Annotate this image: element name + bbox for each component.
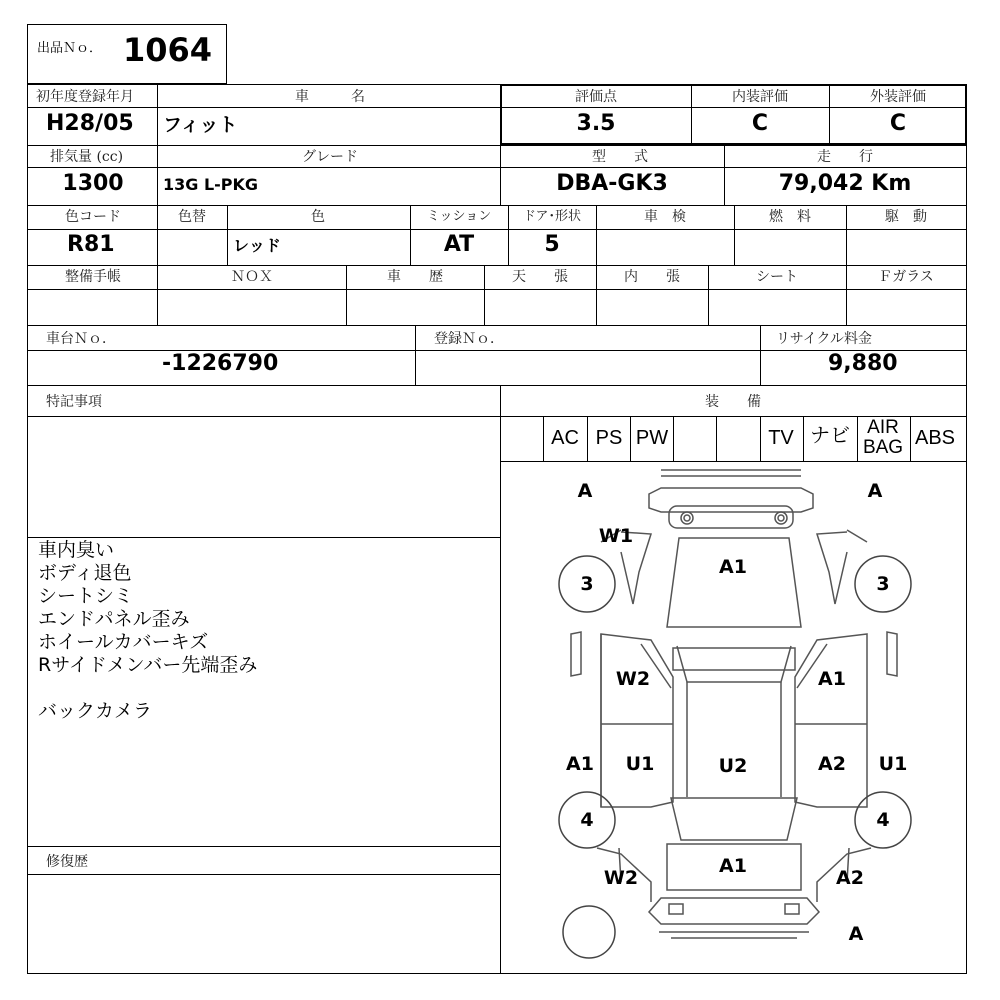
damage-hood: A1 <box>719 556 747 578</box>
tire-rear-right: 4 <box>876 809 890 831</box>
damage-roof: U2 <box>718 755 748 777</box>
damage-rear-right: A2 <box>836 867 864 889</box>
model-label: 型 式 <box>592 149 648 165</box>
car-body-diagram <box>501 462 967 974</box>
note-line: 車内臭い <box>38 539 115 561</box>
recycle-fee-label: リサイクル料金 <box>776 331 873 347</box>
registration-date: H28/05 <box>46 111 134 136</box>
fuel-label: 燃 料 <box>769 209 811 225</box>
note-line: バックカメラ <box>38 700 153 722</box>
seat-label: シート <box>756 269 798 285</box>
note-line: Rサイドメンバー先端歪み <box>38 654 258 676</box>
displacement: 1300 <box>62 171 124 196</box>
color-code: R81 <box>67 232 115 257</box>
tire-rear-left: 4 <box>580 809 594 831</box>
note-line: エンドパネル歪み <box>38 608 190 630</box>
tire-front-left: 3 <box>580 573 594 595</box>
equipment-item: PW <box>635 427 669 449</box>
exterior-grade-label: 外装評価 <box>870 89 926 105</box>
interior-grade-label: 内装評価 <box>732 89 788 105</box>
drive-label: 駆 動 <box>885 209 927 225</box>
tire-front-right: 3 <box>876 573 890 595</box>
displacement-label: 排気量 (cc) <box>50 149 124 165</box>
car-name-label: 車 名 <box>295 89 365 105</box>
damage-front-right: A <box>867 480 883 502</box>
inspection-label: 車 検 <box>644 209 686 225</box>
equipment-item: AIR BAG <box>862 417 904 458</box>
chassis-number-label: 車台Ｎｏ． <box>46 331 116 347</box>
mileage-label: 走 行 <box>817 149 873 165</box>
color-name: レッド <box>233 236 281 255</box>
doors: 5 <box>544 232 560 257</box>
damage-front-left: A <box>577 480 593 502</box>
car-name: フィット <box>163 114 238 136</box>
note-line: シートシミ <box>38 585 134 607</box>
exterior-grade: C <box>889 111 907 136</box>
grade-label: グレード <box>302 149 358 165</box>
notes-list <box>38 539 257 723</box>
registration-date-label: 初年度登録年月 <box>36 89 134 105</box>
lot-number-label: 出品Ｎｏ． <box>37 41 103 56</box>
damage-windshield: W1 <box>598 525 634 547</box>
nox-label: ＮＯＸ <box>231 269 273 285</box>
equipment-item: ナビ <box>810 425 850 447</box>
repair-history-label: 修復歴 <box>46 854 88 870</box>
score: 3.5 <box>576 111 616 136</box>
interior-grade: C <box>751 111 769 136</box>
chassis-number: -1226790 <box>162 351 279 376</box>
damage-front-left-door: W2 <box>615 668 651 690</box>
note-line <box>38 677 257 700</box>
headliner-label: 天 張 <box>512 269 568 285</box>
equipment-item: TV <box>768 427 794 449</box>
damage-rear-right-door: A2 <box>818 753 846 775</box>
damage-trunk: A1 <box>719 855 747 877</box>
recolor-label: 色替 <box>178 209 206 225</box>
damage-rear-bumper: A <box>848 923 864 945</box>
transmission: AT <box>443 232 475 257</box>
transmission-label: ミッション <box>426 209 492 224</box>
color-label: 色 <box>311 209 325 225</box>
registration-number-label: 登録Ｎｏ． <box>434 331 504 347</box>
damage-left-rocker: A1 <box>566 753 594 775</box>
equipment-item: PS <box>595 427 623 449</box>
damage-rear-left: W2 <box>603 867 639 889</box>
equipment-label: 装 備 <box>705 394 761 410</box>
equipment-item: AC <box>551 427 579 449</box>
door-label: ドア･形状 <box>522 209 582 224</box>
color-code-label: 色コード <box>65 209 121 225</box>
damage-left-seat: U1 <box>625 753 655 775</box>
mileage: 79,042 Km <box>778 171 912 196</box>
grade: 13G L-PKG <box>163 175 259 194</box>
model-code: DBA-GK3 <box>556 171 668 196</box>
damage-front-right-door: A1 <box>818 668 846 690</box>
score-label: 評価点 <box>575 89 617 105</box>
equipment-item: ABS <box>914 427 956 449</box>
damage-right-rocker: U1 <box>878 753 908 775</box>
note-line: ホイールカバーキズ <box>38 631 209 653</box>
recycle-fee: 9,880 <box>828 351 898 376</box>
vehicle-history-label: 車 歴 <box>387 269 443 285</box>
front-glass-label: Ｆガラス <box>878 269 934 285</box>
notes-label: 特記事項 <box>46 394 102 410</box>
service-record-label: 整備手帳 <box>65 269 121 285</box>
lot-number: 1064 <box>123 31 213 69</box>
interior-trim-label: 内 張 <box>624 269 680 285</box>
note-line: ボディ退色 <box>38 562 132 584</box>
